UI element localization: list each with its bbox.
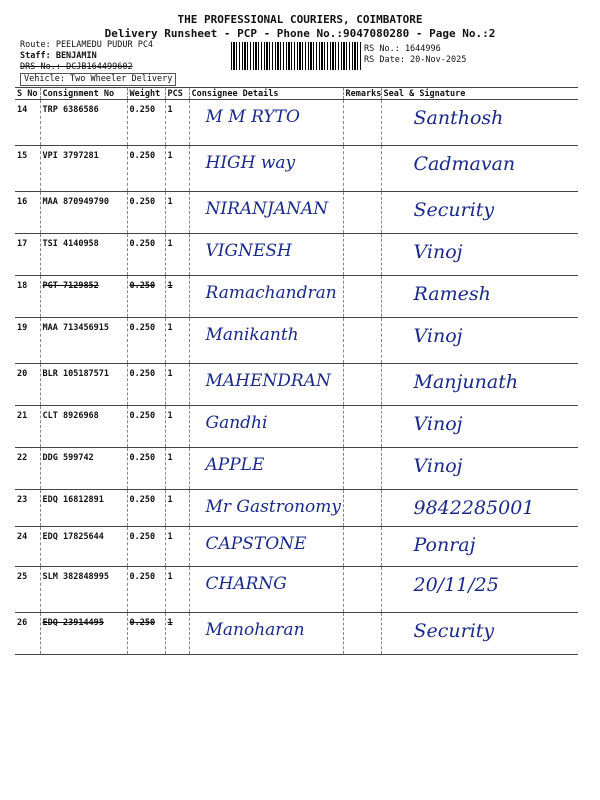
cell-sno: 25: [15, 567, 40, 613]
cell-signature: [381, 318, 578, 364]
cell-signature: [381, 406, 578, 448]
cell-pcs: 1: [165, 527, 189, 567]
cell-consignment: BLR 105187571: [40, 364, 127, 406]
handwritten-consignee: NIRANJANAN: [205, 199, 329, 219]
handwritten-consignee: HIGH way: [205, 153, 296, 173]
table-row: [15, 490, 578, 527]
company-title: THE PROFESSIONAL COURIERS, COIMBATORE: [177, 13, 423, 26]
cell-remarks: [343, 192, 381, 234]
handwritten-signature: 9842285001: [413, 497, 535, 519]
handwritten-signature: 20/11/25: [413, 574, 499, 596]
handwritten-signature: Vinoj: [413, 413, 463, 435]
cell-consignment: TSI 4140958: [40, 234, 127, 276]
runsheet-table: [15, 87, 578, 655]
table-row: [15, 448, 578, 490]
cell-sno: 19: [15, 318, 40, 364]
cell-pcs: 1: [165, 234, 189, 276]
cell-sno: 20: [15, 364, 40, 406]
handwritten-consignee: CAPSTONE: [205, 534, 307, 554]
cell-consignment: EDQ 17825644: [40, 527, 127, 567]
cell-weight: 0.250: [127, 527, 165, 567]
handwritten-signature: Ponraj: [413, 534, 476, 556]
cell-consignee: [189, 192, 343, 234]
runsheet-subtitle: Delivery Runsheet - PCP - Phone No.:9047080280 - Page No.:2: [104, 27, 496, 40]
handwritten-signature: Cadmavan: [413, 153, 516, 175]
cell-consignee: [189, 276, 343, 318]
cell-remarks: [343, 364, 381, 406]
cell-weight: 0.250: [127, 100, 165, 146]
cell-consignment: MAA 870949790: [40, 192, 127, 234]
cell-pcs: 1: [165, 192, 189, 234]
cell-weight: 0.250: [127, 490, 165, 527]
cell-consignment: MAA 713456915: [40, 318, 127, 364]
cell-weight: 0.250: [127, 613, 165, 655]
cell-weight: 0.250: [127, 276, 165, 318]
cell-consignee: [189, 234, 343, 276]
cell-consignee: [189, 448, 343, 490]
route-text: Route: PEELAMEDU PUDUR PC4: [20, 40, 154, 50]
handwritten-consignee: CHARNG: [205, 574, 287, 594]
table-row: [15, 100, 578, 146]
cell-pcs: 1: [165, 613, 189, 655]
vehicle-text: Vehicle: Two Wheeler Delivery: [20, 73, 176, 86]
cell-consignee: [189, 613, 343, 655]
col-weight: Weight: [127, 88, 165, 100]
cell-sno: 21: [15, 406, 40, 448]
cell-signature: [381, 613, 578, 655]
col-pcs: PCS: [165, 88, 189, 100]
cell-weight: 0.250: [127, 192, 165, 234]
cell-pcs: 1: [165, 100, 189, 146]
rs-date: RS Date: 20-Nov-2025: [364, 55, 467, 65]
table-row: [15, 234, 578, 276]
handwritten-consignee: MAHENDRAN: [205, 371, 331, 391]
cell-sno: 24: [15, 527, 40, 567]
table-row: [15, 527, 578, 567]
cell-pcs: 1: [165, 490, 189, 527]
cell-consignee: [189, 490, 343, 527]
cell-sno: 22: [15, 448, 40, 490]
handwritten-consignee: Mr Gastronomy: [205, 497, 341, 517]
cell-remarks: [343, 100, 381, 146]
col-signature: Seal & Signature: [381, 88, 578, 100]
cell-pcs: 1: [165, 146, 189, 192]
cell-consignee: [189, 100, 343, 146]
cell-sno: 17: [15, 234, 40, 276]
cell-consignment: CLT 8926968: [40, 406, 127, 448]
cell-pcs: 1: [165, 276, 189, 318]
cell-weight: 0.250: [127, 318, 165, 364]
handwritten-signature: Security: [413, 620, 495, 642]
barcode-image: [231, 42, 361, 70]
handwritten-consignee: Ramachandran: [205, 283, 337, 303]
handwritten-consignee: M M RYTO: [205, 107, 300, 127]
cell-signature: [381, 192, 578, 234]
cell-signature: [381, 364, 578, 406]
cell-weight: 0.250: [127, 448, 165, 490]
cell-remarks: [343, 490, 381, 527]
cell-remarks: [343, 318, 381, 364]
cell-pcs: 1: [165, 406, 189, 448]
cell-remarks: [343, 527, 381, 567]
cell-consignment: TRP 6386586: [40, 100, 127, 146]
handwritten-consignee: VIGNESH: [205, 241, 292, 261]
cell-consignee: [189, 567, 343, 613]
table-row: [15, 146, 578, 192]
table-row: [15, 613, 578, 655]
table-row: [15, 406, 578, 448]
handwritten-signature: Manjunath: [413, 371, 519, 393]
cell-signature: [381, 490, 578, 527]
cell-consignment: EDQ 16812891: [40, 490, 127, 527]
cell-consignee: [189, 364, 343, 406]
cell-signature: [381, 567, 578, 613]
cell-signature: [381, 276, 578, 318]
cell-consignment: DDG 599742: [40, 448, 127, 490]
table-row: [15, 192, 578, 234]
cell-sno: 26: [15, 613, 40, 655]
cell-consignment: SLM 382848995: [40, 567, 127, 613]
handwritten-signature: Vinoj: [413, 325, 463, 347]
cell-consignment: VPI 3797281: [40, 146, 127, 192]
cell-weight: 0.250: [127, 234, 165, 276]
table-row: [15, 276, 578, 318]
cell-sno: 18: [15, 276, 40, 318]
cell-consignee: [189, 527, 343, 567]
cell-weight: 0.250: [127, 364, 165, 406]
handwritten-consignee: APPLE: [205, 455, 265, 475]
col-remarks: Remarks: [343, 88, 381, 100]
handwritten-signature: Santhosh: [413, 107, 504, 129]
cell-sno: 14: [15, 100, 40, 146]
cell-weight: 0.250: [127, 146, 165, 192]
cell-pcs: 1: [165, 318, 189, 364]
cell-sno: 23: [15, 490, 40, 527]
table-header-row: [15, 88, 578, 100]
cell-consignment: EDQ 23914495: [40, 613, 127, 655]
staff-text: Staff: BENJAMIN: [20, 51, 97, 61]
cell-remarks: [343, 613, 381, 655]
handwritten-consignee: Manoharan: [205, 620, 305, 640]
col-consignment: Consignment No: [40, 88, 127, 100]
cell-consignee: [189, 146, 343, 192]
cell-remarks: [343, 406, 381, 448]
cell-remarks: [343, 567, 381, 613]
cell-sno: 16: [15, 192, 40, 234]
table-row: [15, 318, 578, 364]
cell-pcs: 1: [165, 364, 189, 406]
handwritten-signature: Vinoj: [413, 241, 463, 263]
cell-weight: 0.250: [127, 567, 165, 613]
handwritten-consignee: Gandhi: [205, 413, 268, 433]
cell-signature: [381, 527, 578, 567]
handwritten-consignee: Manikanth: [205, 325, 299, 345]
cell-remarks: [343, 448, 381, 490]
cell-signature: [381, 448, 578, 490]
cell-consignee: [189, 318, 343, 364]
handwritten-signature: Ramesh: [413, 283, 491, 305]
table-row: [15, 567, 578, 613]
cell-weight: 0.250: [127, 406, 165, 448]
cell-signature: [381, 146, 578, 192]
table-row: [15, 364, 578, 406]
cell-sno: 15: [15, 146, 40, 192]
handwritten-signature: Security: [413, 199, 495, 221]
col-consignee: Consignee Details: [189, 88, 343, 100]
rs-number: RS No.: 1644996: [364, 44, 441, 54]
cell-signature: [381, 234, 578, 276]
cell-consignee: [189, 406, 343, 448]
handwritten-signature: Vinoj: [413, 455, 463, 477]
cell-signature: [381, 100, 578, 146]
cell-consignment: PGT 7129852: [40, 276, 127, 318]
col-sno: S No: [15, 88, 40, 100]
cell-remarks: [343, 276, 381, 318]
cell-pcs: 1: [165, 448, 189, 490]
cell-remarks: [343, 146, 381, 192]
drs-number: DRS No.: DCJB164499602: [20, 62, 133, 72]
cell-pcs: 1: [165, 567, 189, 613]
cell-remarks: [343, 234, 381, 276]
